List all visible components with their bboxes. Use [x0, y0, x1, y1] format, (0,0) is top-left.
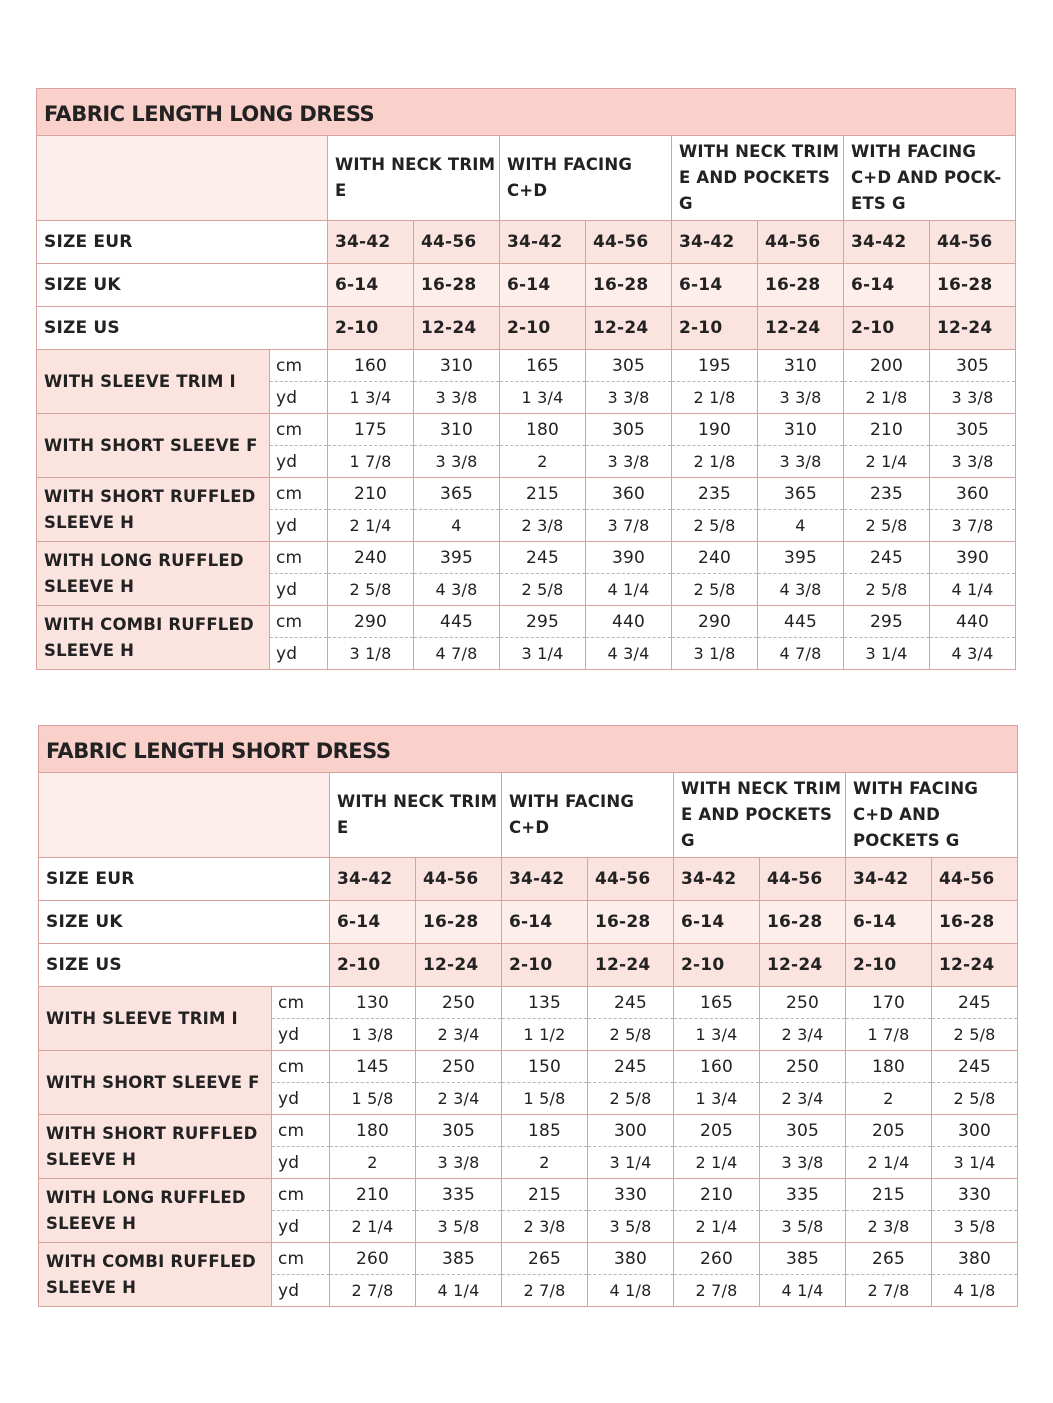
length-cm: 195: [672, 350, 758, 382]
length-yd: 1 7/8: [328, 446, 414, 478]
size-row: [39, 858, 1018, 901]
length-cm: 395: [414, 542, 500, 574]
length-yd: 4 3/8: [758, 574, 844, 606]
table-title: FABRIC LENGTH SHORT DRESS: [39, 726, 1018, 773]
size-value: 16-28: [930, 264, 1016, 307]
length-cm: 290: [672, 606, 758, 638]
length-cm: 260: [674, 1243, 760, 1275]
length-cm: 300: [588, 1115, 674, 1147]
size-value: 44-56: [932, 858, 1018, 901]
length-cm: 440: [930, 606, 1016, 638]
unit-cm: cm: [270, 478, 328, 510]
length-yd: 3 3/8: [586, 382, 672, 414]
length-yd: 3 7/8: [930, 510, 1016, 542]
title-row: [37, 89, 1016, 136]
length-cm: 165: [500, 350, 586, 382]
length-cm: 330: [932, 1179, 1018, 1211]
length-yd: 2 1/4: [674, 1147, 760, 1179]
length-yd: 1 3/4: [328, 382, 414, 414]
length-yd: 3 5/8: [416, 1211, 502, 1243]
size-value: 16-28: [586, 264, 672, 307]
length-cm: 245: [932, 1051, 1018, 1083]
length-cm: 265: [502, 1243, 588, 1275]
fabric-option-label: WITH SHORT SLEEVE F: [39, 1051, 272, 1115]
unit-yd: yd: [270, 510, 328, 542]
length-yd: 3 1/4: [932, 1147, 1018, 1179]
size-value: 12-24: [758, 307, 844, 350]
length-yd: 3 3/8: [416, 1147, 502, 1179]
size-value: 34-42: [674, 858, 760, 901]
fabric-option-label: WITH SHORT RUFFLED SLEEVE H: [39, 1115, 272, 1179]
length-cm: 395: [758, 542, 844, 574]
unit-cm: cm: [272, 1115, 330, 1147]
length-cm: 235: [844, 478, 930, 510]
fabric-option-label: WITH COMBI RUFFLED SLEEVE H: [39, 1243, 272, 1307]
length-cm: 250: [760, 1051, 846, 1083]
size-value: 44-56: [586, 221, 672, 264]
size-value: 16-28: [758, 264, 844, 307]
length-cm: 260: [330, 1243, 416, 1275]
fabric-option-label: WITH SHORT SLEEVE F: [37, 414, 270, 478]
length-yd: 2 1/4: [846, 1147, 932, 1179]
size-value: 6-14: [500, 264, 586, 307]
length-yd: 4 7/8: [414, 638, 500, 670]
fabric-row-cm: [37, 414, 1016, 446]
length-cm: 440: [586, 606, 672, 638]
size-value: 44-56: [414, 221, 500, 264]
length-cm: 245: [588, 1051, 674, 1083]
table-title: FABRIC LENGTH LONG DRESS: [37, 89, 1016, 136]
group-header: WITH FACING C+D AND POCK-ETS G: [844, 136, 1016, 221]
length-yd: 4 3/8: [414, 574, 500, 606]
length-cm: 210: [330, 1179, 416, 1211]
length-cm: 330: [588, 1179, 674, 1211]
header-corner: [37, 136, 328, 221]
length-yd: 2: [330, 1147, 416, 1179]
length-cm: 240: [672, 542, 758, 574]
length-cm: 245: [932, 987, 1018, 1019]
size-label: SIZE US: [37, 307, 328, 350]
length-cm: 365: [414, 478, 500, 510]
length-yd: 2 5/8: [844, 510, 930, 542]
size-value: 6-14: [328, 264, 414, 307]
fabric-row-cm: [39, 1051, 1018, 1083]
length-yd: 3 5/8: [932, 1211, 1018, 1243]
length-cm: 290: [328, 606, 414, 638]
length-cm: 335: [760, 1179, 846, 1211]
size-value: 34-42: [846, 858, 932, 901]
fabric-option-label: WITH COMBI RUFFLED SLEEVE H: [37, 606, 270, 670]
unit-cm: cm: [272, 1051, 330, 1083]
length-yd: 4: [414, 510, 500, 542]
size-value: 12-24: [588, 944, 674, 987]
unit-yd: yd: [270, 574, 328, 606]
length-cm: 240: [328, 542, 414, 574]
length-yd: 1 3/4: [500, 382, 586, 414]
length-yd: 2 5/8: [500, 574, 586, 606]
length-cm: 210: [674, 1179, 760, 1211]
size-value: 16-28: [588, 901, 674, 944]
size-row: [39, 901, 1018, 944]
length-yd: 3 3/8: [414, 382, 500, 414]
size-label: SIZE US: [39, 944, 330, 987]
length-yd: 3 1/4: [588, 1147, 674, 1179]
length-cm: 175: [328, 414, 414, 446]
length-yd: 2 1/4: [330, 1211, 416, 1243]
fabric-row-cm: [37, 542, 1016, 574]
size-value: 2-10: [674, 944, 760, 987]
length-yd: 2 7/8: [846, 1275, 932, 1307]
length-yd: 2 1/4: [328, 510, 414, 542]
length-yd: 2 1/8: [672, 446, 758, 478]
size-value: 2-10: [846, 944, 932, 987]
group-header: WITH FACING C+D: [500, 136, 672, 221]
length-cm: 305: [586, 350, 672, 382]
unit-cm: cm: [270, 606, 328, 638]
length-yd: 3 3/8: [414, 446, 500, 478]
unit-yd: yd: [270, 446, 328, 478]
size-value: 44-56: [416, 858, 502, 901]
length-cm: 295: [844, 606, 930, 638]
size-value: 16-28: [760, 901, 846, 944]
size-value: 34-42: [844, 221, 930, 264]
length-cm: 205: [846, 1115, 932, 1147]
long-dress-table: [36, 88, 1016, 670]
fabric-row-cm: [37, 606, 1016, 638]
length-yd: 1 5/8: [502, 1083, 588, 1115]
length-yd: 2 5/8: [672, 574, 758, 606]
fabric-row-cm: [39, 987, 1018, 1019]
length-cm: 310: [414, 414, 500, 446]
length-yd: 4 1/4: [930, 574, 1016, 606]
length-yd: 1 7/8: [846, 1019, 932, 1051]
length-yd: 2 5/8: [328, 574, 414, 606]
size-row: [39, 944, 1018, 987]
group-header: WITH FACING C+D: [502, 773, 674, 858]
unit-yd: yd: [270, 638, 328, 670]
fabric-option-label: WITH SHORT RUFFLED SLEEVE H: [37, 478, 270, 542]
size-label: SIZE EUR: [39, 858, 330, 901]
size-value: 2-10: [328, 307, 414, 350]
size-value: 6-14: [502, 901, 588, 944]
length-yd: 2 5/8: [932, 1019, 1018, 1051]
length-cm: 145: [330, 1051, 416, 1083]
length-cm: 160: [674, 1051, 760, 1083]
length-cm: 190: [672, 414, 758, 446]
length-cm: 390: [586, 542, 672, 574]
unit-cm: cm: [270, 414, 328, 446]
length-cm: 245: [500, 542, 586, 574]
length-cm: 300: [932, 1115, 1018, 1147]
fabric-option-label: WITH SLEEVE TRIM I: [39, 987, 272, 1051]
length-yd: 2 3/4: [760, 1019, 846, 1051]
size-value: 12-24: [932, 944, 1018, 987]
length-cm: 235: [672, 478, 758, 510]
size-label: SIZE UK: [37, 264, 328, 307]
size-label: SIZE UK: [39, 901, 330, 944]
length-cm: 335: [416, 1179, 502, 1211]
length-yd: 2 3/8: [502, 1211, 588, 1243]
length-cm: 380: [932, 1243, 1018, 1275]
length-cm: 310: [414, 350, 500, 382]
size-value: 44-56: [588, 858, 674, 901]
unit-yd: yd: [272, 1147, 330, 1179]
length-yd: 1 5/8: [330, 1083, 416, 1115]
length-yd: 2 5/8: [588, 1083, 674, 1115]
title-row: [39, 726, 1018, 773]
length-yd: 2: [846, 1083, 932, 1115]
length-cm: 135: [502, 987, 588, 1019]
length-yd: 4 7/8: [758, 638, 844, 670]
unit-yd: yd: [272, 1019, 330, 1051]
size-row: [37, 221, 1016, 264]
size-value: 34-42: [500, 221, 586, 264]
size-value: 12-24: [416, 944, 502, 987]
length-cm: 380: [588, 1243, 674, 1275]
length-yd: 2 3/8: [500, 510, 586, 542]
size-value: 34-42: [328, 221, 414, 264]
length-cm: 210: [844, 414, 930, 446]
length-yd: 2: [502, 1147, 588, 1179]
size-value: 6-14: [330, 901, 416, 944]
length-cm: 445: [414, 606, 500, 638]
fabric-option-label: WITH SLEEVE TRIM I: [37, 350, 270, 414]
length-cm: 385: [760, 1243, 846, 1275]
length-cm: 160: [328, 350, 414, 382]
length-cm: 445: [758, 606, 844, 638]
size-value: 6-14: [846, 901, 932, 944]
size-row: [37, 307, 1016, 350]
length-yd: 3 1/4: [844, 638, 930, 670]
size-value: 44-56: [758, 221, 844, 264]
length-yd: 3 5/8: [760, 1211, 846, 1243]
size-value: 12-24: [930, 307, 1016, 350]
unit-cm: cm: [270, 542, 328, 574]
length-yd: 2 1/4: [674, 1211, 760, 1243]
size-value: 2-10: [500, 307, 586, 350]
length-yd: 2 3/8: [846, 1211, 932, 1243]
length-cm: 305: [416, 1115, 502, 1147]
unit-cm: cm: [272, 1179, 330, 1211]
length-yd: 4 1/4: [586, 574, 672, 606]
length-yd: 2 1/8: [672, 382, 758, 414]
length-cm: 180: [500, 414, 586, 446]
size-value: 2-10: [502, 944, 588, 987]
length-cm: 210: [328, 478, 414, 510]
unit-yd: yd: [272, 1211, 330, 1243]
length-cm: 360: [930, 478, 1016, 510]
unit-cm: cm: [272, 1243, 330, 1275]
length-yd: 2 5/8: [672, 510, 758, 542]
length-yd: 3 5/8: [588, 1211, 674, 1243]
size-value: 16-28: [416, 901, 502, 944]
length-cm: 245: [588, 987, 674, 1019]
unit-yd: yd: [270, 382, 328, 414]
length-yd: 3 3/8: [930, 382, 1016, 414]
length-cm: 305: [586, 414, 672, 446]
fabric-row-cm: [37, 478, 1016, 510]
group-header: WITH NECK TRIM E AND POCKETS G: [674, 773, 846, 858]
length-yd: 2: [500, 446, 586, 478]
fabric-row-cm: [37, 350, 1016, 382]
size-value: 34-42: [502, 858, 588, 901]
group-header: WITH FACING C+D AND POCKETS G: [846, 773, 1018, 858]
size-row: [37, 264, 1016, 307]
size-value: 6-14: [674, 901, 760, 944]
size-label: SIZE EUR: [37, 221, 328, 264]
length-cm: 205: [674, 1115, 760, 1147]
group-header: WITH NECK TRIM E: [330, 773, 502, 858]
header-corner: [39, 773, 330, 858]
length-cm: 385: [416, 1243, 502, 1275]
length-yd: 2 7/8: [330, 1275, 416, 1307]
length-yd: 2 1/4: [844, 446, 930, 478]
length-yd: 2 5/8: [932, 1083, 1018, 1115]
length-yd: 2 3/4: [760, 1083, 846, 1115]
length-yd: 4 1/8: [588, 1275, 674, 1307]
length-yd: 3 1/4: [500, 638, 586, 670]
length-cm: 250: [416, 1051, 502, 1083]
length-cm: 365: [758, 478, 844, 510]
unit-cm: cm: [270, 350, 328, 382]
length-yd: 4 1/8: [932, 1275, 1018, 1307]
length-yd: 3 1/8: [328, 638, 414, 670]
unit-cm: cm: [272, 987, 330, 1019]
length-yd: 1 3/8: [330, 1019, 416, 1051]
size-value: 34-42: [330, 858, 416, 901]
length-yd: 4 3/4: [930, 638, 1016, 670]
length-yd: 2 5/8: [588, 1019, 674, 1051]
length-yd: 3 3/8: [760, 1147, 846, 1179]
length-yd: 4 1/4: [760, 1275, 846, 1307]
length-cm: 250: [416, 987, 502, 1019]
group-header: WITH NECK TRIM E AND POCKETS G: [672, 136, 844, 221]
size-value: 12-24: [414, 307, 500, 350]
size-value: 34-42: [672, 221, 758, 264]
length-cm: 310: [758, 414, 844, 446]
size-value: 6-14: [672, 264, 758, 307]
group-header: WITH NECK TRIM E: [328, 136, 500, 221]
length-yd: 4 1/4: [416, 1275, 502, 1307]
length-cm: 305: [930, 414, 1016, 446]
fabric-row-cm: [39, 1243, 1018, 1275]
length-yd: 2 3/4: [416, 1083, 502, 1115]
length-yd: 3 3/8: [930, 446, 1016, 478]
length-cm: 295: [500, 606, 586, 638]
length-yd: 1 3/4: [674, 1019, 760, 1051]
group-header-row: [39, 773, 1018, 858]
size-value: 44-56: [930, 221, 1016, 264]
length-yd: 2 3/4: [416, 1019, 502, 1051]
length-cm: 185: [502, 1115, 588, 1147]
fabric-row-cm: [39, 1179, 1018, 1211]
fabric-option-label: WITH LONG RUFFLED SLEEVE H: [37, 542, 270, 606]
length-yd: 2 5/8: [844, 574, 930, 606]
size-value: 12-24: [586, 307, 672, 350]
length-yd: 4 3/4: [586, 638, 672, 670]
length-cm: 215: [846, 1179, 932, 1211]
length-cm: 165: [674, 987, 760, 1019]
length-yd: 4: [758, 510, 844, 542]
size-value: 2-10: [672, 307, 758, 350]
length-yd: 2 7/8: [674, 1275, 760, 1307]
size-value: 2-10: [844, 307, 930, 350]
size-value: 16-28: [414, 264, 500, 307]
length-cm: 360: [586, 478, 672, 510]
length-yd: 3 3/8: [586, 446, 672, 478]
length-cm: 215: [502, 1179, 588, 1211]
length-cm: 200: [844, 350, 930, 382]
unit-yd: yd: [272, 1275, 330, 1307]
length-yd: 3 1/8: [672, 638, 758, 670]
unit-yd: yd: [272, 1083, 330, 1115]
size-value: 2-10: [330, 944, 416, 987]
length-yd: 3 3/8: [758, 382, 844, 414]
length-yd: 2 1/8: [844, 382, 930, 414]
length-yd: 3 7/8: [586, 510, 672, 542]
length-cm: 130: [330, 987, 416, 1019]
length-yd: 2 7/8: [502, 1275, 588, 1307]
fabric-option-label: WITH LONG RUFFLED SLEEVE H: [39, 1179, 272, 1243]
length-cm: 310: [758, 350, 844, 382]
length-cm: 180: [846, 1051, 932, 1083]
length-cm: 305: [760, 1115, 846, 1147]
length-yd: 1 1/2: [502, 1019, 588, 1051]
length-yd: 1 3/4: [674, 1083, 760, 1115]
length-cm: 305: [930, 350, 1016, 382]
length-cm: 250: [760, 987, 846, 1019]
fabric-row-cm: [39, 1115, 1018, 1147]
length-yd: 3 3/8: [758, 446, 844, 478]
size-value: 16-28: [932, 901, 1018, 944]
length-cm: 215: [500, 478, 586, 510]
length-cm: 245: [844, 542, 930, 574]
short-dress-table: [38, 725, 1018, 1307]
size-value: 6-14: [844, 264, 930, 307]
size-value: 12-24: [760, 944, 846, 987]
length-cm: 180: [330, 1115, 416, 1147]
length-cm: 265: [846, 1243, 932, 1275]
length-cm: 150: [502, 1051, 588, 1083]
size-value: 44-56: [760, 858, 846, 901]
length-cm: 170: [846, 987, 932, 1019]
group-header-row: [37, 136, 1016, 221]
length-cm: 390: [930, 542, 1016, 574]
